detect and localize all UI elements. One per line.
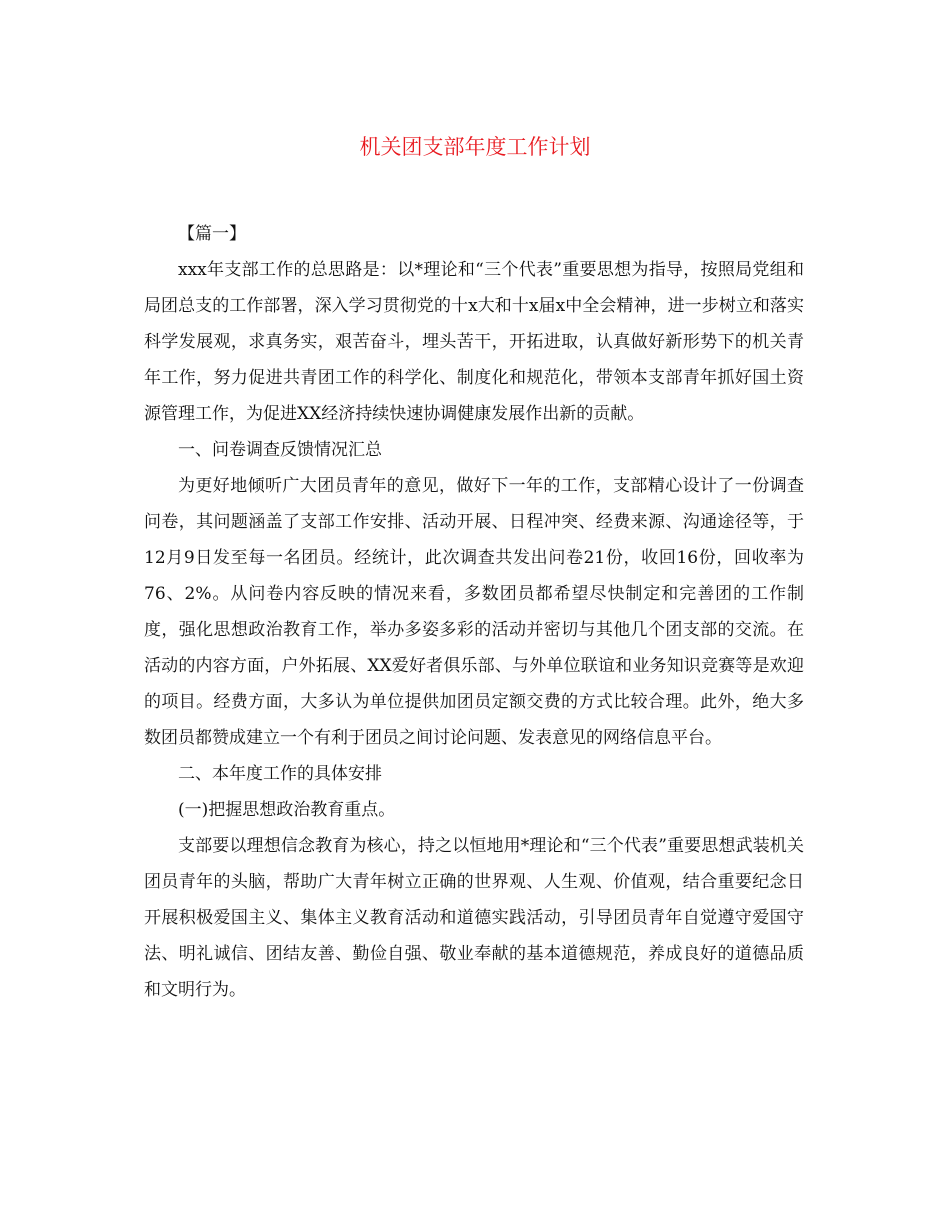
document-body [144,216,804,1008]
document-title: 机关团支部年度工作计划 [359,135,591,159]
section-heading-arrangements: 二、本年度工作的具体安排 [178,764,382,784]
paragraph-survey-results: 为更好地倾听广大团员青年的意见，做好下一年的工作，支部精心设计了一份调查问卷，其问题涵盖了支部工作安排、活动开展、日程冲突、经费来源、沟通途径等，于12月9日发至每一名团员。经统计，此次调查共发出问卷21份，收回16份，回收率为76、2%。从问卷内容反映的情况来看，多数团员都希望尽快制定和完善团的工作制度，强化思想政治教育工作，举办多姿多彩的活动并密切与其他几个团支部的交流。在活动的内容方面，户外拓展、XX爱好者俱乐部、与外单位联谊和业务知识竞赛等是欢迎的项目。经费方面，大多认为单位提供加团员定额交费的方式比较合理。此外，绝大多数团员都赞成建立一个有利于团员之间讨论问题、发表意见的网络信息平台。 [144,476,804,748]
subsection-heading-ideological-education: (一)把握思想政治教育重点。 [178,800,396,820]
paragraph-ideological-education: 支部要以理想信念教育为核心，持之以恒地用*理论和“三个代表”重要思想武装机关团员青年的头脑，帮助广大青年树立正确的世界观、人生观、价值观，结合重要纪念日开展积极爱国主义、集体主义教育活动和道德实践活动，引导团员青年自觉遵守爱国守法、明礼诚信、团结友善、勤俭自强、敬业奉献的基本道德规范，养成良好的道德品质和文明行为。 [144,836,804,1000]
section-heading-survey: 一、问卷调查反馈情况汇总 [178,440,382,460]
paragraph-overall-approach: xxx年支部工作的总思路是：以*理论和“三个代表”重要思想为指导，按照局党组和局团总支的工作部署，深入学习贯彻党的十x大和十x届x中全会精神，进一步树立和落实科学发展观，求真务实，艰苦奋斗，埋头苦干，开拓进取，认真做好新形势下的机关青年工作，努力促进共青团工作的科学化、制度化和规范化，带领本支部青年抓好国土资源管理工作，为促进XX经济持续快速协调健康发展作出新的贡献。 [144,260,804,424]
section-heading-part-one: 【篇一】 [178,224,246,244]
